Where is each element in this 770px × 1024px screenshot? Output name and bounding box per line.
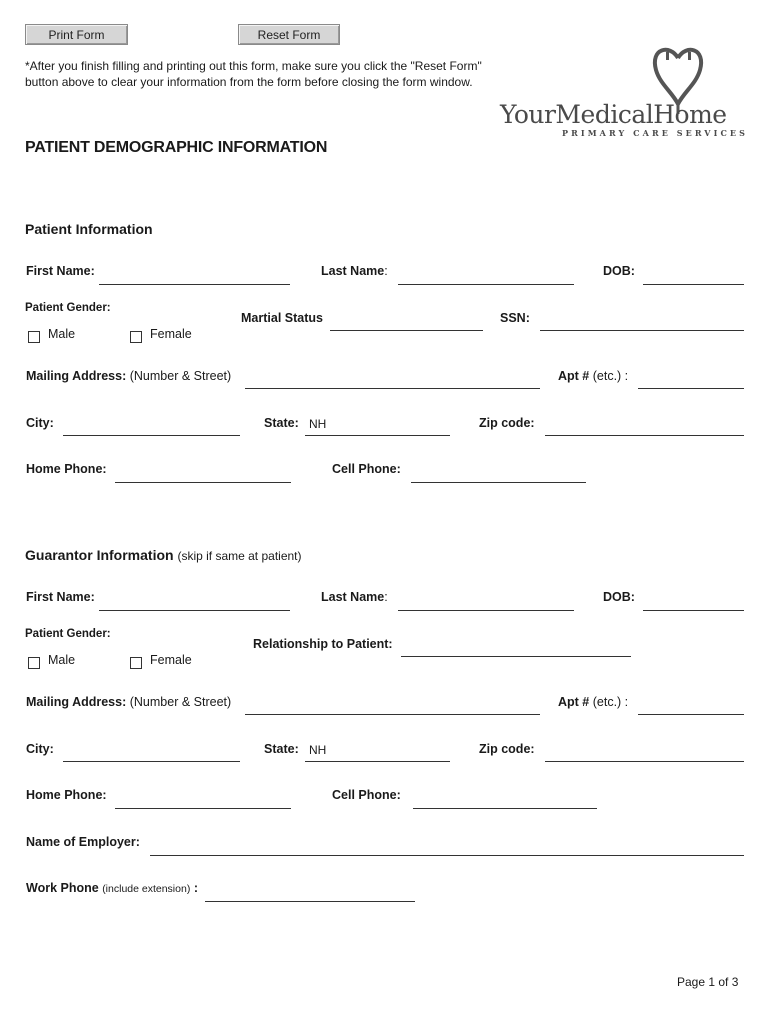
reset-form-button[interactable]: Reset Form [238, 24, 340, 45]
guarantor-female-checkbox[interactable] [130, 657, 142, 669]
guarantor-mailing-address-field[interactable] [245, 714, 540, 715]
patient-last-name-field[interactable] [398, 284, 574, 285]
guarantor-last-name-field[interactable] [398, 610, 574, 611]
patient-first-name-label: First Name: [26, 264, 95, 278]
guarantor-cell-phone-field[interactable] [413, 808, 597, 809]
page-title: PATIENT DEMOGRAPHIC INFORMATION [25, 139, 328, 156]
guarantor-employer-field[interactable] [150, 855, 744, 856]
guarantor-home-phone-label: Home Phone: [26, 788, 107, 802]
guarantor-first-name-field[interactable] [99, 610, 290, 611]
patient-city-field[interactable] [63, 435, 240, 436]
guarantor-work-phone-label: Work Phone (include extension) : [26, 881, 198, 895]
patient-state-label: State: [264, 416, 299, 430]
patient-gender-label: Patient Gender: [25, 302, 111, 314]
page-number: Page 1 of 3 [677, 975, 739, 989]
patient-last-name-label: Last Name: [321, 264, 388, 278]
guarantor-state-value[interactable]: NH [309, 743, 327, 757]
guarantor-dob-field[interactable] [643, 610, 744, 611]
patient-male-checkbox[interactable] [28, 331, 40, 343]
patient-section-heading: Patient Information [25, 221, 153, 237]
patient-apt-label: Apt # (etc.) : [558, 369, 629, 383]
guarantor-state-field[interactable] [305, 761, 450, 762]
guarantor-zip-label: Zip code: [479, 742, 535, 756]
patient-marital-status-field[interactable] [330, 330, 483, 331]
patient-state-value[interactable]: NH [309, 417, 327, 431]
patient-cell-phone-field[interactable] [411, 482, 586, 483]
patient-female-label: Female [150, 327, 192, 341]
guarantor-zip-field[interactable] [545, 761, 744, 762]
patient-apt-field[interactable] [638, 388, 744, 389]
patient-mailing-address-label: Mailing Address: (Number & Street) [26, 369, 232, 383]
guarantor-city-field[interactable] [63, 761, 240, 762]
patient-ssn-field[interactable] [540, 330, 744, 331]
patient-mailing-address-field[interactable] [245, 388, 540, 389]
guarantor-dob-label: DOB: [603, 590, 635, 604]
patient-first-name-field[interactable] [99, 284, 290, 285]
guarantor-gender-label: Patient Gender: [25, 628, 111, 640]
patient-zip-field[interactable] [545, 435, 744, 436]
patient-city-label: City: [26, 416, 54, 430]
patient-home-phone-field[interactable] [115, 482, 291, 483]
patient-marital-status-label: Martial Status [241, 311, 323, 325]
patient-zip-label: Zip code: [479, 416, 535, 430]
guarantor-section-heading: Guarantor Information (skip if same at patient) [25, 547, 302, 563]
guarantor-relationship-field[interactable] [401, 656, 631, 657]
guarantor-female-label: Female [150, 653, 192, 667]
guarantor-employer-label: Name of Employer: [26, 835, 140, 849]
patient-cell-phone-label: Cell Phone: [332, 462, 401, 476]
guarantor-cell-phone-label: Cell Phone: [332, 788, 401, 802]
patient-female-checkbox[interactable] [130, 331, 142, 343]
guarantor-apt-label: Apt # (etc.) : [558, 695, 629, 709]
guarantor-state-label: State: [264, 742, 299, 756]
patient-home-phone-label: Home Phone: [26, 462, 107, 476]
guarantor-first-name-label: First Name: [26, 590, 95, 604]
print-form-button[interactable]: Print Form [25, 24, 128, 45]
note-line-2: button above to clear your information from the form before closing the form window. [25, 75, 473, 89]
patient-male-label: Male [48, 327, 76, 341]
guarantor-mailing-address-label: Mailing Address: (Number & Street) [26, 695, 232, 709]
guarantor-male-label: Male [48, 653, 76, 667]
note-line-1: *After you finish filling and printing out this form, make sure you click the "Reset Form" [25, 59, 482, 73]
guarantor-work-phone-field[interactable] [205, 901, 415, 902]
patient-state-field[interactable] [305, 435, 450, 436]
guarantor-home-phone-field[interactable] [115, 808, 291, 809]
guarantor-male-checkbox[interactable] [28, 657, 40, 669]
patient-ssn-label: SSN: [500, 311, 530, 325]
logo-tagline: PRIMARY CARE SERVICES [562, 128, 749, 138]
guarantor-last-name-label: Last Name: [321, 590, 388, 604]
instructions-note [25, 58, 495, 90]
patient-dob-label: DOB: [603, 264, 635, 278]
patient-dob-field[interactable] [643, 284, 744, 285]
logo-name: YourMedicalHome [500, 100, 727, 129]
guarantor-apt-field[interactable] [638, 714, 744, 715]
guarantor-city-label: City: [26, 742, 54, 756]
guarantor-relationship-label: Relationship to Patient: [253, 637, 393, 651]
